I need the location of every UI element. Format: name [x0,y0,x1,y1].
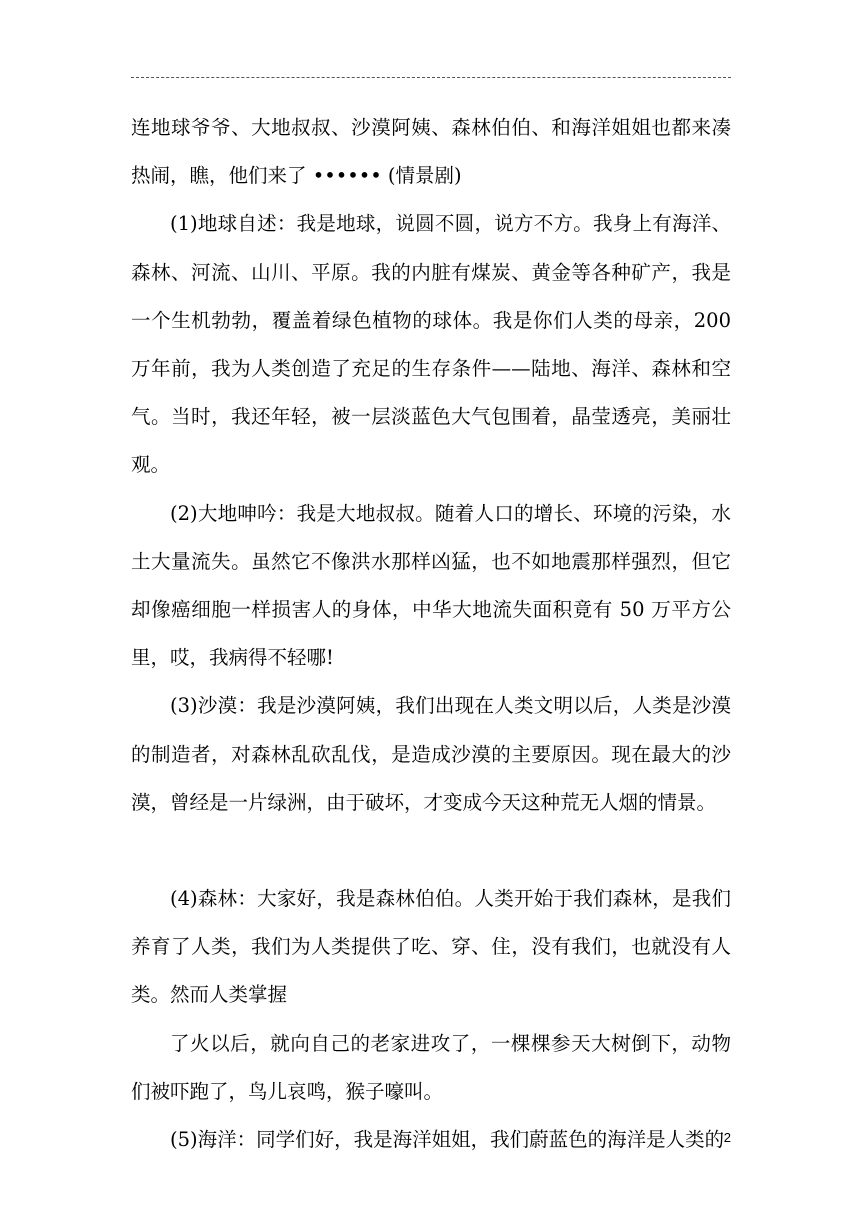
header-rule [131,77,731,78]
paragraph-intro: 连地球爷爷、大地叔叔、沙漠阿姨、森林伯伯、和海洋姐姐也都来凑热闹，瞧，他们来了 •••••• (情景剧) [131,116,731,188]
page-number: 2 [723,1130,731,1145]
paragraph-forest-continued: 了火以后，就向自己的老家进攻了，一棵棵参天大树倒下，动物们被吓跑了，鸟儿哀鸣，猴子嚎叫。 [131,1031,731,1103]
paragraph-ocean: (5)海洋：同学们好，我是海洋姐姐，我们蔚蓝色的海洋是人类的 [170,1128,725,1152]
document-body [131,104,731,1164]
paragraph-land: (2)大地呻吟：我是大地叔叔。随着人口的增长、环境的污染，水土大量流失。虽然它不像洪水那样凶猛，也不如地震那样强烈，但它却像癌细胞一样损害人的身体，中华大地流失面积竟有 50 万平方公里，哎，我病得不轻哪! [131,501,731,670]
paragraph-forest: (4)森林：大家好，我是森林伯伯。人类开始于我们森林，是我们养育了人类，我们为人类提供了吃、穿、住，没有我们，也就没有人类。然而人类掌握 [131,887,731,1007]
paragraph-desert: (3)沙漠：我是沙漠阿姨，我们出现在人类文明以后，人类是沙漠的制造者，对森林乱砍乱伐，是造成沙漠的主要原因。现在最大的沙漠，曾经是一片绿洲，由于破坏，才变成今天这种荒无人烟的情景。 [131,694,731,814]
paragraph-earth: (1)地球自述：我是地球，说圆不圆，说方不方。我身上有海洋、森林、河流、山川、平原。我的内脏有煤炭、黄金等各种矿产，我是一个生机勃勃，覆盖着绿色植物的球体。我是你们人类的母亲，200万年前，我为人类创造了充足的生存条件——陆地、海洋、森林和空气。当时，我还年轻，被一层淡蓝色大气包围着，晶莹透亮，美丽壮观。 [131,212,731,477]
paragraph-gap [131,827,731,875]
